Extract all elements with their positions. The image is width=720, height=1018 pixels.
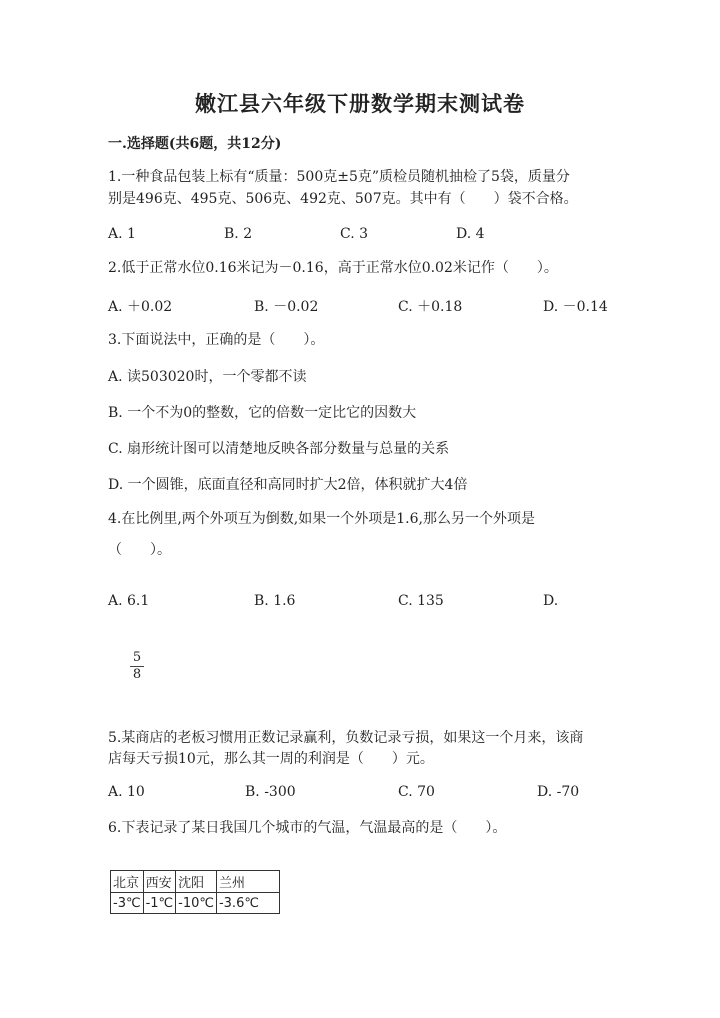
fraction-five-eighths (130, 651, 144, 682)
table-header-cell: 沈阳 (176, 871, 217, 893)
table-cell: -1℃ (143, 893, 176, 914)
table-row (111, 893, 280, 914)
question-4-option-c: C. 135 (398, 593, 444, 609)
question-3-option-a: A. 读503020时，一个零都不读 (108, 369, 307, 385)
question-6-line-1: 6.下表记录了某日我国几个城市的气温，气温最高的是（ ）。 (108, 820, 507, 836)
question-5-option-c: C. 70 (398, 784, 435, 800)
table-cell: -3.6℃ (216, 893, 279, 914)
fraction-numerator: 5 (132, 650, 142, 665)
question-4-option-d: D. (543, 593, 559, 609)
question-4-option-b: B. 1.6 (254, 593, 296, 609)
question-3-line-1: 3.下面说法中，正确的是（ ）。 (108, 332, 325, 348)
question-1-option-d: D. 4 (456, 226, 485, 242)
table-cell: -10℃ (176, 893, 217, 914)
temperature-table (110, 870, 280, 914)
section-heading: 一.选择题(共6题，共12分) (108, 136, 282, 152)
question-1-option-c: C. 3 (340, 226, 369, 242)
question-2-option-c: C. ＋0.18 (398, 299, 463, 315)
question-5-line-1: 5.某商店的老板习惯用正数记录赢利，负数记录亏损，如果这一个月来，该商 (108, 730, 584, 746)
question-5-option-d: D. -70 (537, 784, 580, 800)
page-title: 嫩江县六年级下册数学期末测试卷 (195, 91, 525, 116)
table-header-cell: 兰州 (216, 871, 279, 893)
table-cell: -3℃ (111, 893, 144, 914)
question-3-option-b: B. 一个不为0的整数，它的倍数一定比它的因数大 (108, 405, 417, 421)
question-4-option-a: A. 6.1 (108, 593, 150, 609)
fraction-denominator: 8 (132, 667, 142, 682)
question-1-line-1: 1.一种食品包装上标有“质量：500克±5克”质检员随机抽检了5袋，质量分 (108, 169, 570, 185)
question-2-option-b: B. －0.02 (254, 299, 319, 315)
question-5-option-b: B. -300 (245, 784, 296, 800)
question-2-line-1: 2.低于正常水位0.16米记为－0.16，高于正常水位0.02米记作（ ）。 (108, 260, 558, 276)
question-4-line-1: 4.在比例里,两个外项互为倒数,如果一个外项是1.6,那么另一个外项是 (108, 511, 535, 527)
question-4-line-2: （ ）。 (108, 542, 171, 558)
question-1-line-2: 别是496克、495克、506克、492克、507克。其中有（ ）袋不合格。 (108, 191, 578, 207)
question-3-option-d: D. 一个圆锥，底面直径和高同时扩大2倍，体积就扩大4倍 (108, 477, 468, 493)
question-2-option-d: D. －0.14 (543, 299, 608, 315)
table-header-cell: 北京 (111, 871, 144, 893)
question-5-line-2: 店每天亏损10元，那么其一周的利润是（ ）元。 (108, 751, 434, 767)
question-3-option-c: C. 扇形统计图可以清楚地反映各部分数量与总量的关系 (108, 441, 450, 457)
table-header-cell: 西安 (143, 871, 176, 893)
question-5-option-a: A. 10 (108, 784, 145, 800)
table-header-row (111, 871, 280, 893)
question-1-option-b: B. 2 (224, 226, 253, 242)
question-2-option-a: A. ＋0.02 (108, 299, 173, 315)
question-1-option-a: A. 1 (108, 226, 136, 242)
